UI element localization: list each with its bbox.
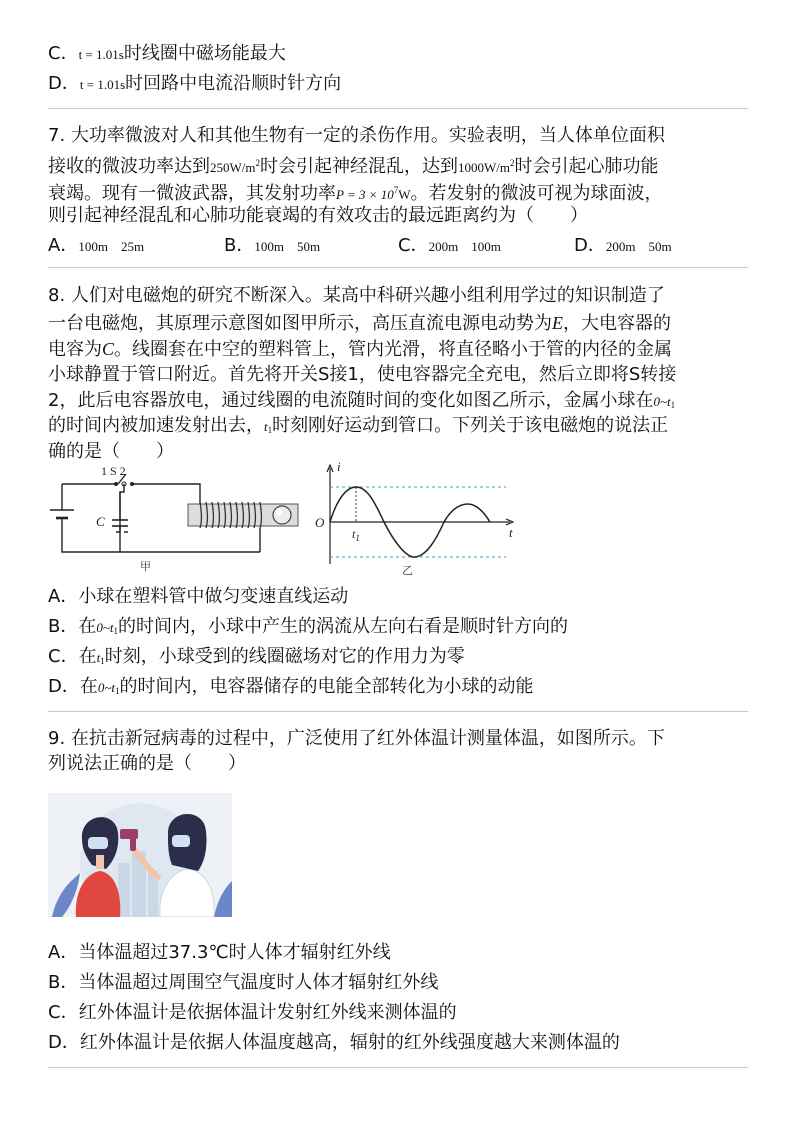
divider — [48, 267, 748, 268]
q8-stem-line5: 2，此后电容器放电，通过线圈的电流随时间的变化如图乙所示，金属小球在$0\sim t_1$ — [48, 390, 676, 411]
q8-stem-line7: 确的是（ ） — [48, 441, 174, 462]
divider — [48, 108, 748, 109]
q7-stem-line2: 接收的微波功率达到$250W/m^2$时会引起神经混乱，达到$1000W/m^2$时会引起心肺功能 — [48, 156, 659, 177]
figure-caption-yi: 乙 — [402, 564, 413, 577]
q7-option-d: D．200m 50m — [574, 235, 672, 256]
current-time-graph-yi — [310, 460, 520, 578]
q6-option-c: C．t = 1.01s时线圈中磁场能最大 — [48, 43, 286, 64]
q8-stem-line3: 电容为C。线圈套在中空的塑料管上，管内光滑，将直径略小于管的内径的金属 — [48, 339, 673, 360]
switch-label: 1 S 2 — [101, 464, 126, 478]
origin-label: O — [315, 515, 325, 530]
q7-option-c: C．200m 100m — [398, 235, 501, 256]
q8-stem-line6: 的时间内被加速发射出去，$t_1$时刻刚好运动到管口。下列关于该电磁炮的说法正 — [48, 415, 669, 436]
figure-caption-jia: 甲 — [140, 560, 151, 573]
divider — [48, 711, 748, 712]
temperature-measurement-illustration — [48, 793, 232, 917]
q8-option-d: D．在$0\sim t_1$的时间内，电容器储存的电能全部转化为小球的动能 — [48, 676, 534, 697]
y-axis-label: i — [337, 460, 341, 474]
q8-option-b: B．在$0\sim t_1$的时间内，小球中产生的涡流从左向右看是顺时针方向的 — [48, 616, 569, 637]
q9-stem-line2: 列说法正确的是（ ） — [48, 753, 246, 774]
q6-option-d: D．t = 1.01s时回路中电流沿顺时针方向 — [48, 73, 342, 94]
q7-options — [48, 231, 748, 257]
q7-stem-line3: 衰竭。现有一微波武器，其发射功率$P = 3 \times 10^7W$。若发射的微波可视为球面波， — [48, 183, 663, 204]
q8-stem-line1: 8. 人们对电磁炮的研究不断深入。某高中科研兴趣小组利用学过的知识制造了 — [48, 285, 665, 306]
q9-option-b: B．当体温超过周围空气温度时人体才辐射红外线 — [48, 972, 439, 993]
capacitor-label: C — [96, 514, 105, 529]
q9-option-c: C．红外体温计是依据体温计发射红外线来测体温的 — [48, 1002, 457, 1023]
q8-option-a: A．小球在塑料管中做匀变速直线运动 — [48, 586, 349, 607]
circuit-diagram-jia — [48, 462, 308, 574]
q8-stem-line2: 一台电磁炮，其原理示意图如图甲所示，高压直流电源电动势为E，大电容器的 — [48, 313, 671, 334]
q9-option-d: D．红外体温计是依据人体温度越高，辐射的红外线强度越大来测体温的 — [48, 1032, 620, 1053]
t1-label: $t_1$ — [352, 527, 360, 543]
q8-option-c: C．在$t_1$时刻，小球受到的线圈磁场对它的作用力为零 — [48, 646, 465, 667]
divider — [48, 1067, 748, 1068]
q7-option-b: B．100m 50m — [224, 235, 321, 256]
q8-stem-line4: 小球静置于管口附近。首先将开关S接1，使电容器完全充电，然后立即将S转接 — [48, 364, 677, 385]
q7-option-a: A．100m 25m — [48, 235, 145, 256]
x-axis-label: t — [509, 525, 513, 540]
q9-stem-line1: 9. 在抗击新冠病毒的过程中，广泛使用了红外体温计测量体温，如图所示。下 — [48, 728, 665, 749]
metal-ball — [273, 506, 291, 524]
q7-stem-line4: 则引起神经混乱和心肺功能衰竭的有效攻击的最远距离约为（ ） — [48, 205, 588, 226]
q7-stem-line1: 7. 大功率微波对人和其他生物有一定的杀伤作用。实验表明，当人体单位面积 — [48, 125, 665, 146]
q9-option-a: A．当体温超过37.3℃时人体才辐射红外线 — [48, 942, 391, 963]
